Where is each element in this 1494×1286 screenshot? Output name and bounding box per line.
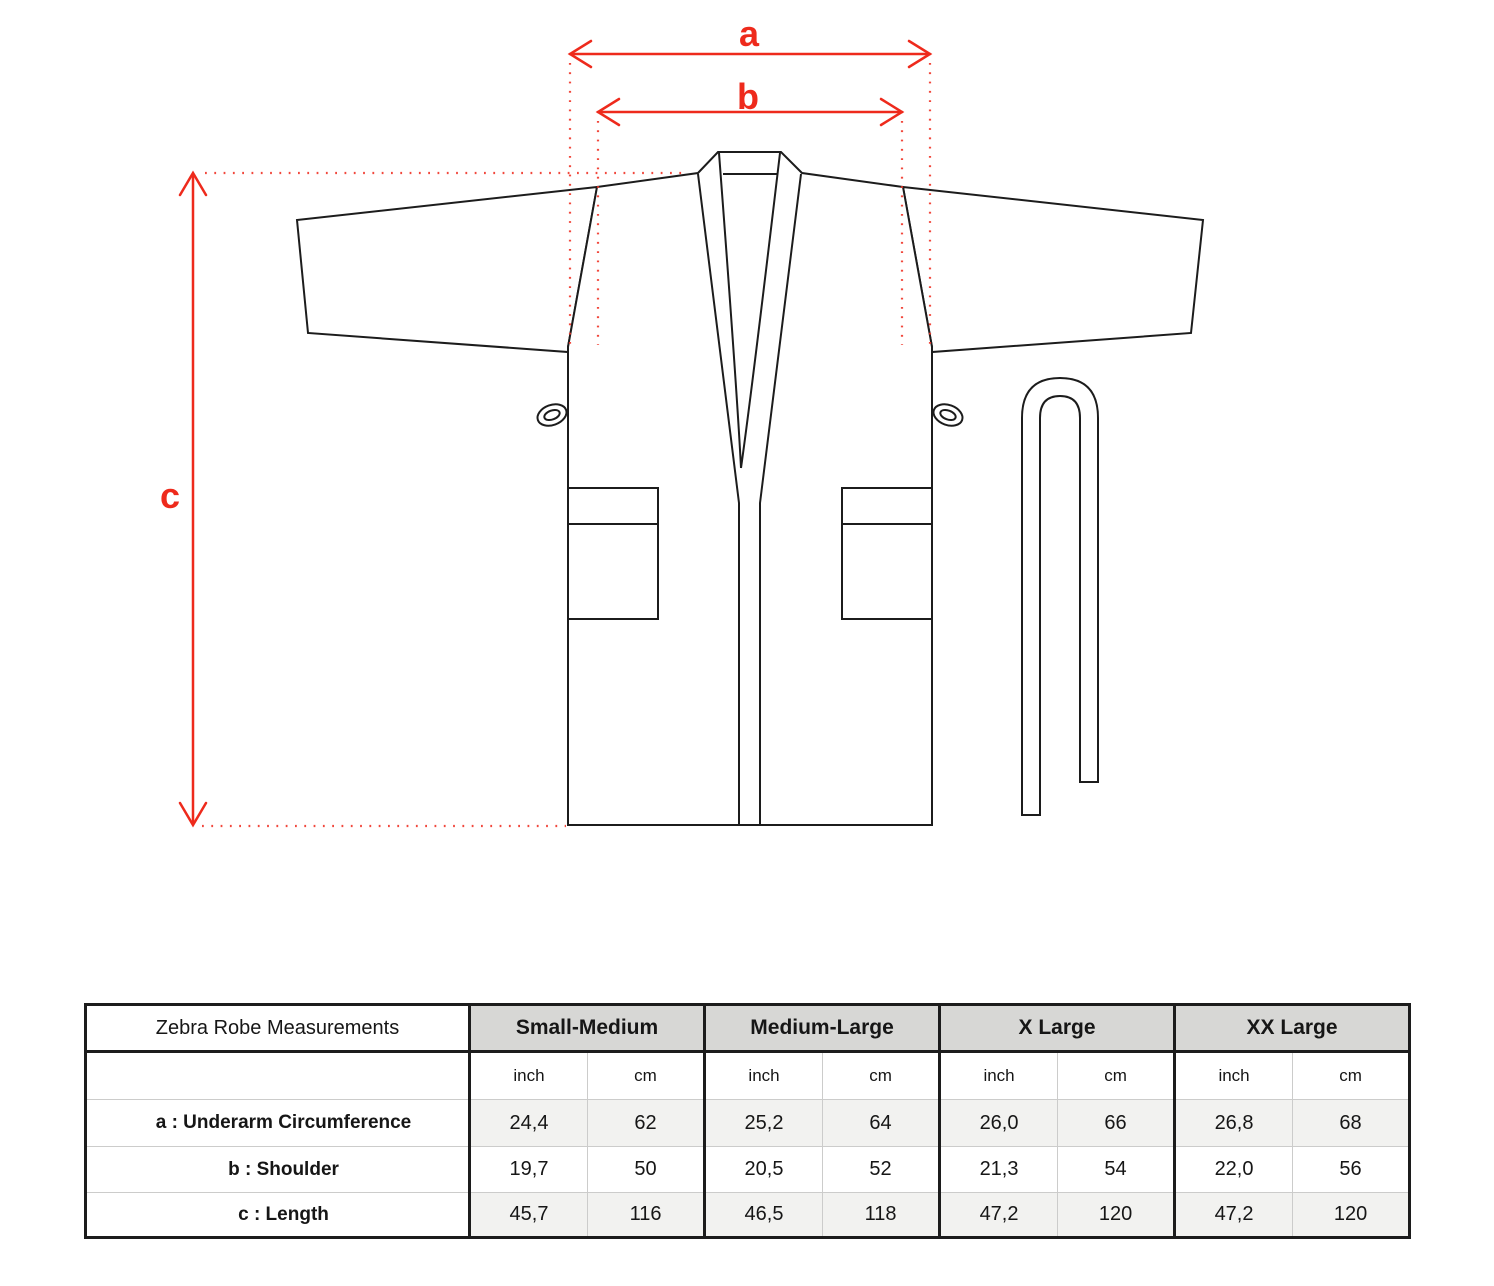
value-cell-2-0-cm: 116	[588, 1193, 705, 1238]
table-body	[86, 1005, 1410, 1238]
value-cell-2-2-inch: 47,2	[940, 1193, 1058, 1238]
left-drawstring-loop	[534, 400, 569, 429]
empty-label-cell	[86, 1052, 470, 1100]
measurements-table	[84, 1003, 1411, 1239]
size-header-cell-2: X Large	[940, 1005, 1175, 1052]
unit-header-cm-2: cm	[1058, 1052, 1175, 1100]
dimension-label-c: c	[159, 475, 181, 516]
value-cell-0-3-cm: 68	[1293, 1100, 1410, 1147]
row-label-cell-2: c : Length	[86, 1193, 470, 1238]
value-cell-0-0-inch: 24,4	[470, 1100, 588, 1147]
dimension-label-a: a	[738, 13, 760, 54]
row-label-cell-0: a : Underarm Circumference	[86, 1100, 470, 1147]
value-cell-1-0-cm: 50	[588, 1147, 705, 1193]
measurements-table-wrap	[84, 1003, 1408, 1238]
size-header-cell-1: Medium-Large	[705, 1005, 940, 1052]
value-cell-0-0-cm: 62	[588, 1100, 705, 1147]
left-sleeve	[297, 187, 597, 352]
value-cell-2-3-cm: 120	[1293, 1193, 1410, 1238]
table-row-2	[86, 1193, 1410, 1238]
unit-header-inch-0: inch	[470, 1052, 588, 1100]
value-cell-2-0-inch: 45,7	[470, 1193, 588, 1238]
size-header-cell-3: XX Large	[1175, 1005, 1410, 1052]
value-cell-0-3-inch: 26,8	[1175, 1100, 1293, 1147]
value-cell-1-3-inch: 22,0	[1175, 1147, 1293, 1193]
dimension-label-b: b	[737, 76, 759, 117]
unit-header-inch-3: inch	[1175, 1052, 1293, 1100]
belt	[1022, 378, 1098, 815]
unit-header-cm-1: cm	[823, 1052, 940, 1100]
unit-header-inch-2: inch	[940, 1052, 1058, 1100]
value-cell-1-0-inch: 19,7	[470, 1147, 588, 1193]
table-title-cell: Zebra Robe Measurements	[86, 1005, 470, 1052]
value-cell-2-2-cm: 120	[1058, 1193, 1175, 1238]
value-cell-0-1-inch: 25,2	[705, 1100, 823, 1147]
value-cell-0-2-cm: 66	[1058, 1100, 1175, 1147]
row-label-cell-1: b : Shoulder	[86, 1147, 470, 1193]
value-cell-1-3-cm: 56	[1293, 1147, 1410, 1193]
size-header-cell-0: Small-Medium	[470, 1005, 705, 1052]
value-cell-0-1-cm: 64	[823, 1100, 940, 1147]
robe-outline	[297, 152, 1203, 825]
value-cell-2-1-cm: 118	[823, 1193, 940, 1238]
unit-header-cm-0: cm	[588, 1052, 705, 1100]
value-cell-1-2-inch: 21,3	[940, 1147, 1058, 1193]
value-cell-1-2-cm: 54	[1058, 1147, 1175, 1193]
value-cell-2-3-inch: 47,2	[1175, 1193, 1293, 1238]
table-row-0	[86, 1100, 1410, 1147]
unit-header-cm-3: cm	[1293, 1052, 1410, 1100]
value-cell-2-1-inch: 46,5	[705, 1193, 823, 1238]
value-cell-1-1-inch: 20,5	[705, 1147, 823, 1193]
right-drawstring-loop	[930, 400, 965, 429]
unit-header-inch-1: inch	[705, 1052, 823, 1100]
right-sleeve	[903, 187, 1203, 352]
table-row-1	[86, 1147, 1410, 1193]
value-cell-1-1-cm: 52	[823, 1147, 940, 1193]
value-cell-0-2-inch: 26,0	[940, 1100, 1058, 1147]
